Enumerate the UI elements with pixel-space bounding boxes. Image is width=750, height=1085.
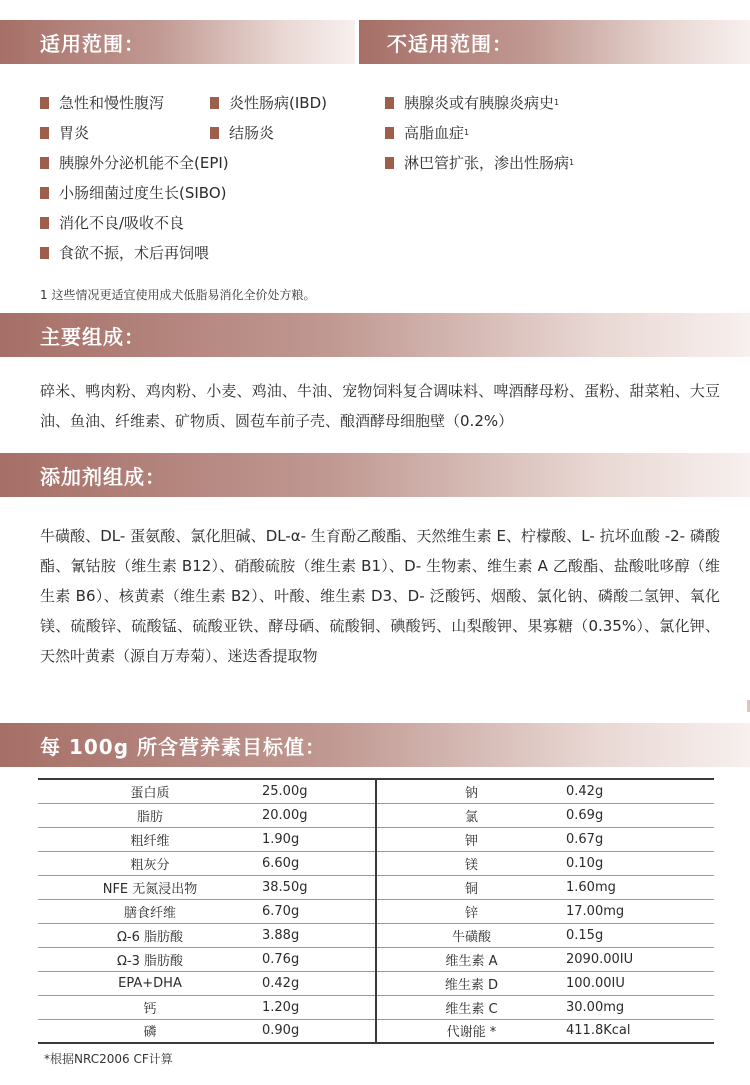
bullet-icon (210, 97, 219, 109)
list-item: 淋巴管扩张，渗出性肠病 1 (385, 148, 735, 178)
nutrient-value: 0.42g (566, 779, 714, 803)
composition-banner (0, 313, 750, 357)
nutrient-value: 30.00mg (566, 995, 714, 1019)
table-row (38, 779, 714, 803)
bullet-icon (40, 217, 49, 229)
table-row (38, 803, 714, 827)
nutrient-value: 411.8Kcal (566, 1023, 631, 1039)
list-item: 胰腺炎或有胰腺炎病史 1 (385, 88, 735, 118)
list-item: 炎性肠病(IBD) (210, 88, 327, 118)
bullet-icon (40, 247, 49, 259)
nutrient-name: 粗纤维 (38, 827, 262, 851)
nutrient-name: 镁 (376, 851, 566, 875)
nutrient-value: 0.42g (262, 971, 346, 995)
nutrient-value: 100.00IU (566, 971, 714, 995)
nutrient-name: 蛋白质 (38, 779, 262, 803)
list-item: 胃炎 (40, 118, 210, 148)
nutrient-name: 维生素 D (376, 971, 566, 995)
nutrient-name: 氯 (376, 803, 566, 827)
nutrient-value: 6.70g (262, 899, 346, 923)
column-gap (346, 851, 376, 875)
table-row (38, 827, 714, 851)
column-gap (346, 1019, 376, 1043)
column-gap (346, 803, 376, 827)
nutrient-value: 3.88g (262, 923, 346, 947)
list-row (40, 208, 360, 238)
nutrient-value: 0.67g (566, 827, 714, 851)
nutrition-table (38, 778, 714, 1044)
table-row (38, 923, 714, 947)
table-row (38, 971, 714, 995)
table-row (38, 947, 714, 971)
nutrient-value: 0.76g (262, 947, 346, 971)
nutrition-banner (0, 723, 750, 767)
table-row (38, 899, 714, 923)
column-gap (346, 899, 376, 923)
nutrient-value: 38.50g (262, 875, 346, 899)
table-row (38, 851, 714, 875)
footnote: 1 这些情况更适宜使用成犬低脂易消化全价处方粮。 (40, 288, 316, 302)
nutrient-value: 20.00g (262, 803, 346, 827)
list-row (40, 178, 360, 208)
table-row (38, 1019, 714, 1043)
column-gap (346, 923, 376, 947)
additives-banner (0, 453, 750, 497)
nutrient-value: 0.69g (566, 803, 714, 827)
unsuitable-list (385, 88, 735, 178)
bullet-icon (40, 157, 49, 169)
list-item: 结肠炎 (210, 118, 274, 148)
table-row (38, 875, 714, 899)
list-row (40, 238, 360, 268)
column-gap (346, 971, 376, 995)
nutrient-name: 维生素 A (376, 947, 566, 971)
suitable-list (40, 88, 360, 268)
table-row (38, 995, 714, 1019)
list-row (40, 118, 360, 148)
nutrient-value: 1.20g (262, 995, 346, 1019)
list-item: 消化不良/吸收不良 (40, 208, 184, 238)
nutrition-title: 每 100g 所含营养素目标值： (40, 734, 326, 759)
list-item: 小肠细菌过度生长(SIBO) (40, 178, 226, 208)
nutrient-value: 2090.00IU (566, 947, 714, 971)
column-gap (346, 827, 376, 851)
column-gap (346, 995, 376, 1019)
list-item: 急性和慢性腹泻 (40, 88, 210, 118)
nutrient-name: 锌 (376, 899, 566, 923)
nutrient-name: 粗灰分 (38, 851, 262, 875)
nutrient-value: 25.00g (262, 779, 346, 803)
bullet-icon (385, 127, 394, 139)
suitable-banner (0, 20, 355, 64)
additives-text: 牛磺酸、DL- 蛋氨酸、氯化胆碱、DL-α- 生育酚乙酸酯、天然维生素 E、柠檬酸、L- 抗坏血酸 -2- 磷酸酯、氰钴胺（维生素 B12）、硝酸硫胺（维生素 B1）、D- 生物素、维生素 A 乙酸酯、盐酸吡哆醇（维生素 B6）、核黄素（维生素 B2）、叶酸、维生素 D3、D- 泛酸钙、烟酸、氯化钠、磷酸二氢钾、氧化镁、硫酸锌、硫酸锰、硫酸亚铁、酵母硒、硫酸铜、碘酸钙、山梨酸钾、果寡糖（0.35%）、氯化钾、天然叶黄素（源自万寿菊）、迷迭香提取物 (40, 527, 720, 665)
nutrient-name: 牛磺酸 (376, 923, 566, 947)
bullet-icon (40, 97, 49, 109)
list-item: 食欲不振，术后再饲喂 (40, 238, 209, 268)
bullet-icon (385, 97, 394, 109)
bullet-icon (385, 157, 394, 169)
nutrient-value: 1.90g (262, 827, 346, 851)
composition-title: 主要组成： (40, 324, 145, 349)
nutrient-name: 钙 (38, 995, 262, 1019)
nutrient-value: 1.60mg (566, 875, 714, 899)
bullet-icon (210, 127, 219, 139)
nutrient-value: 6.60g (262, 851, 346, 875)
additives-title: 添加剂组成： (40, 464, 166, 489)
nutrient-name: 维生素 C (376, 995, 566, 1019)
column-gap (346, 875, 376, 899)
composition-text: 碎米、鸭肉粉、鸡肉粉、小麦、鸡油、牛油、宠物饲料复合调味料、啤酒酵母粉、蛋粉、甜菜粕、大豆油、鱼油、纤维素、矿物质、圆苞车前子壳、酿酒酵母细胞壁（0.2%） (40, 382, 720, 430)
bullet-icon (40, 127, 49, 139)
nutrient-name: Ω-6 脂肪酸 (38, 923, 262, 947)
nutrient-value: 0.90g (262, 1023, 300, 1039)
column-gap (346, 779, 376, 803)
nutrient-name: 脂肪 (38, 803, 262, 827)
nutrient-name: Ω-3 脂肪酸 (38, 947, 262, 971)
nutrient-name: EPA+DHA (38, 971, 262, 995)
bullet-icon (40, 187, 49, 199)
nutrient-value: 0.10g (566, 851, 714, 875)
nutrient-value: 17.00mg (566, 899, 714, 923)
list-item: 高脂血症 1 (385, 118, 735, 148)
calculation-note: *根据NRC2006 CF计算 (44, 1052, 173, 1066)
nutrient-value: 0.15g (566, 923, 714, 947)
unsuitable-title: 不适用范围： (387, 31, 513, 56)
nutrient-name: 钠 (376, 779, 566, 803)
list-row (40, 148, 360, 178)
unsuitable-banner (359, 20, 750, 64)
nutrient-name: 钾 (376, 827, 566, 851)
list-row (40, 88, 360, 118)
column-gap (346, 947, 376, 971)
list-item: 胰腺外分泌机能不全(EPI) (40, 148, 229, 178)
nutrient-name: NFE 无氮浸出物 (38, 875, 262, 899)
nutrient-name: 磷 (143, 1025, 157, 1041)
nutrient-name: 铜 (376, 875, 566, 899)
nutrient-name: 膳食纤维 (38, 899, 262, 923)
suitable-title: 适用范围： (40, 31, 145, 56)
nutrient-name: 代谢能 * (446, 1025, 497, 1041)
